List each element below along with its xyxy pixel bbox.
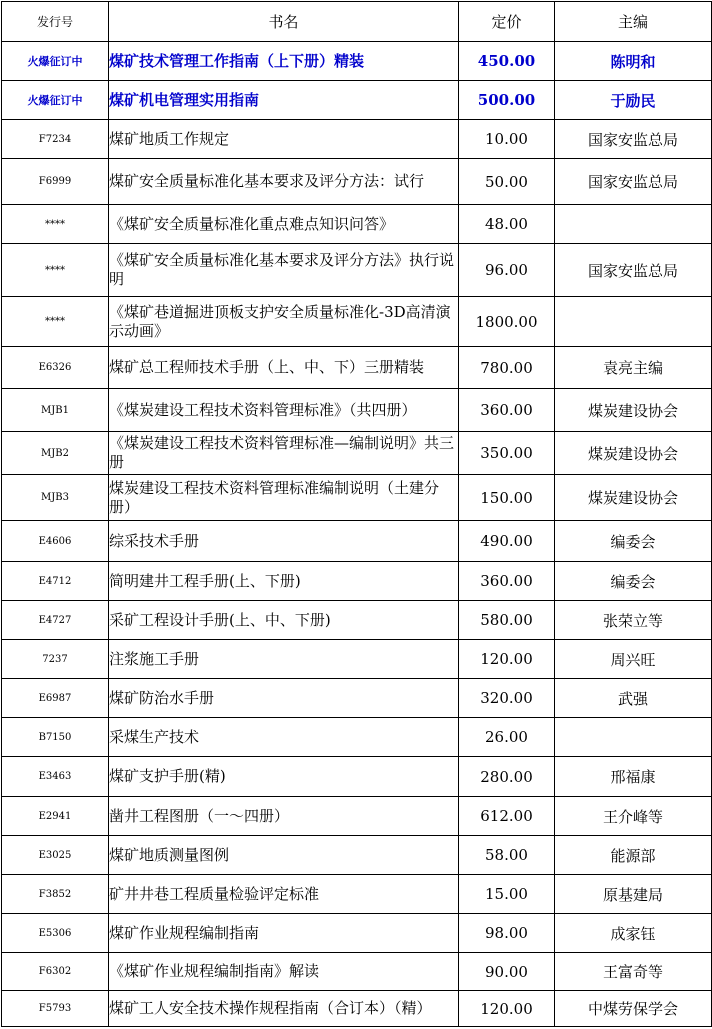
title-cell: 煤矿安全质量标准化基本要求及评分方法：试行 — [109, 159, 459, 205]
price-cell: 1800.00 — [459, 297, 555, 347]
title-cell: 《煤炭建设工程技术资料管理标准—编制说明》共三册 — [109, 432, 459, 475]
code-cell: E3463 — [2, 757, 109, 797]
price-cell: 612.00 — [459, 797, 555, 836]
code-cell: E4606 — [2, 521, 109, 562]
code-cell: F3852 — [2, 875, 109, 914]
title-cell: 综采技术手册 — [109, 521, 459, 562]
editor-cell: 张荣立等 — [555, 601, 712, 640]
code-cell: MJB2 — [2, 432, 109, 475]
table-row — [2, 562, 712, 601]
price-cell: 26.00 — [459, 718, 555, 757]
editor-cell — [555, 297, 712, 347]
price-cell: 10.00 — [459, 120, 555, 159]
price-cell: 15.00 — [459, 875, 555, 914]
title-cell: 注浆施工手册 — [109, 640, 459, 679]
code-cell: E6987 — [2, 679, 109, 718]
title-cell: 煤矿作业规程编制指南 — [109, 914, 459, 953]
editor-cell — [555, 205, 712, 244]
editor-cell: 能源部 — [555, 836, 712, 875]
column-header-editor: 主编 — [555, 2, 712, 42]
code-cell: E5306 — [2, 914, 109, 953]
editor-cell: 于励民 — [555, 81, 712, 120]
title-cell: 煤矿总工程师技术手册（上、中、下）三册精装 — [109, 347, 459, 389]
table-body — [2, 42, 712, 1027]
table-row — [2, 914, 712, 953]
table-row — [2, 836, 712, 875]
code-cell: F6999 — [2, 159, 109, 205]
code-cell: E6326 — [2, 347, 109, 389]
editor-cell: 陈明和 — [555, 42, 712, 81]
title-cell: 煤矿地质测量图例 — [109, 836, 459, 875]
code-cell: F6302 — [2, 953, 109, 991]
title-cell: 凿井工程图册（一～四册） — [109, 797, 459, 836]
code-cell: **** — [2, 205, 109, 244]
editor-cell: 国家安监总局 — [555, 244, 712, 297]
code-cell: **** — [2, 244, 109, 297]
table-row — [2, 42, 712, 81]
price-cell: 490.00 — [459, 521, 555, 562]
editor-cell: 王介峰等 — [555, 797, 712, 836]
editor-cell: 邢福康 — [555, 757, 712, 797]
title-cell: 《煤炭建设工程技术资料管理标准》（共四册） — [109, 389, 459, 432]
code-cell: 7237 — [2, 640, 109, 679]
table-row — [2, 953, 712, 991]
title-cell: 《煤矿作业规程编制指南》解读 — [109, 953, 459, 991]
code-cell: E4727 — [2, 601, 109, 640]
title-cell: 煤炭建设工程技术资料管理标准编制说明（土建分册） — [109, 475, 459, 521]
column-header-code: 发行号 — [2, 2, 109, 42]
editor-cell: 武强 — [555, 679, 712, 718]
code-cell: 火爆征订中 — [2, 81, 109, 120]
editor-cell: 煤炭建设协会 — [555, 389, 712, 432]
table-row — [2, 718, 712, 757]
table-row — [2, 475, 712, 521]
editor-cell: 编委会 — [555, 521, 712, 562]
title-cell: 煤矿支护手册(精) — [109, 757, 459, 797]
code-cell: E2941 — [2, 797, 109, 836]
price-cell: 96.00 — [459, 244, 555, 297]
table-row — [2, 601, 712, 640]
table-row — [2, 991, 712, 1027]
code-cell: MJB3 — [2, 475, 109, 521]
table-row — [2, 159, 712, 205]
editor-cell: 周兴旺 — [555, 640, 712, 679]
column-header-price: 定价 — [459, 2, 555, 42]
code-cell: MJB1 — [2, 389, 109, 432]
price-cell: 280.00 — [459, 757, 555, 797]
price-cell: 350.00 — [459, 432, 555, 475]
code-cell: F7234 — [2, 120, 109, 159]
table-row — [2, 797, 712, 836]
code-cell: 火爆征订中 — [2, 42, 109, 81]
editor-cell: 国家安监总局 — [555, 159, 712, 205]
table-row — [2, 875, 712, 914]
price-cell: 120.00 — [459, 991, 555, 1027]
code-cell: E4712 — [2, 562, 109, 601]
editor-cell: 煤炭建设协会 — [555, 475, 712, 521]
editor-cell: 王富奇等 — [555, 953, 712, 991]
price-cell: 90.00 — [459, 953, 555, 991]
editor-cell: 编委会 — [555, 562, 712, 601]
price-cell: 48.00 — [459, 205, 555, 244]
column-header-title: 书名 — [109, 2, 459, 42]
price-cell: 580.00 — [459, 601, 555, 640]
table-row — [2, 640, 712, 679]
price-cell: 50.00 — [459, 159, 555, 205]
title-cell: 采煤生产技术 — [109, 718, 459, 757]
title-cell: 《煤矿安全质量标准化重点难点知识问答》 — [109, 205, 459, 244]
price-cell: 360.00 — [459, 562, 555, 601]
price-cell: 98.00 — [459, 914, 555, 953]
table-row — [2, 347, 712, 389]
table-row — [2, 297, 712, 347]
code-cell: **** — [2, 297, 109, 347]
title-cell: 煤矿工人安全技术操作规程指南（合订本）（精） — [109, 991, 459, 1027]
price-cell: 780.00 — [459, 347, 555, 389]
table-row — [2, 757, 712, 797]
table-row — [2, 521, 712, 562]
editor-cell: 原基建局 — [555, 875, 712, 914]
title-cell: 煤矿技术管理工作指南（上下册）精装 — [109, 42, 459, 81]
price-cell: 120.00 — [459, 640, 555, 679]
price-cell: 150.00 — [459, 475, 555, 521]
price-cell: 360.00 — [459, 389, 555, 432]
title-cell: 煤矿防治水手册 — [109, 679, 459, 718]
table-row — [2, 205, 712, 244]
price-cell: 450.00 — [459, 42, 555, 81]
price-cell: 320.00 — [459, 679, 555, 718]
code-cell: B7150 — [2, 718, 109, 757]
code-cell: E3025 — [2, 836, 109, 875]
table-row — [2, 389, 712, 432]
title-cell: 煤矿地质工作规定 — [109, 120, 459, 159]
editor-cell — [555, 718, 712, 757]
table-row — [2, 244, 712, 297]
price-cell: 500.00 — [459, 81, 555, 120]
code-cell: F5793 — [2, 991, 109, 1027]
editor-cell: 国家安监总局 — [555, 120, 712, 159]
header-row — [2, 2, 712, 42]
title-cell: 煤矿机电管理实用指南 — [109, 81, 459, 120]
editor-cell: 中煤劳保学会 — [555, 991, 712, 1027]
price-cell: 58.00 — [459, 836, 555, 875]
table-row — [2, 120, 712, 159]
title-cell: 矿井井巷工程质量检验评定标准 — [109, 875, 459, 914]
table-row — [2, 432, 712, 475]
title-cell: 《煤矿安全质量标准化基本要求及评分方法》执行说明 — [109, 244, 459, 297]
editor-cell: 成家钰 — [555, 914, 712, 953]
table-row — [2, 679, 712, 718]
editor-cell: 袁亮主编 — [555, 347, 712, 389]
title-cell: 采矿工程设计手册(上、中、下册) — [109, 601, 459, 640]
title-cell: 简明建井工程手册(上、下册) — [109, 562, 459, 601]
table-row — [2, 81, 712, 120]
editor-cell: 煤炭建设协会 — [555, 432, 712, 475]
title-cell: 《煤矿巷道掘进顶板支护安全质量标准化-3D高清演示动画》 — [109, 297, 459, 347]
book-price-table — [1, 1, 712, 1027]
